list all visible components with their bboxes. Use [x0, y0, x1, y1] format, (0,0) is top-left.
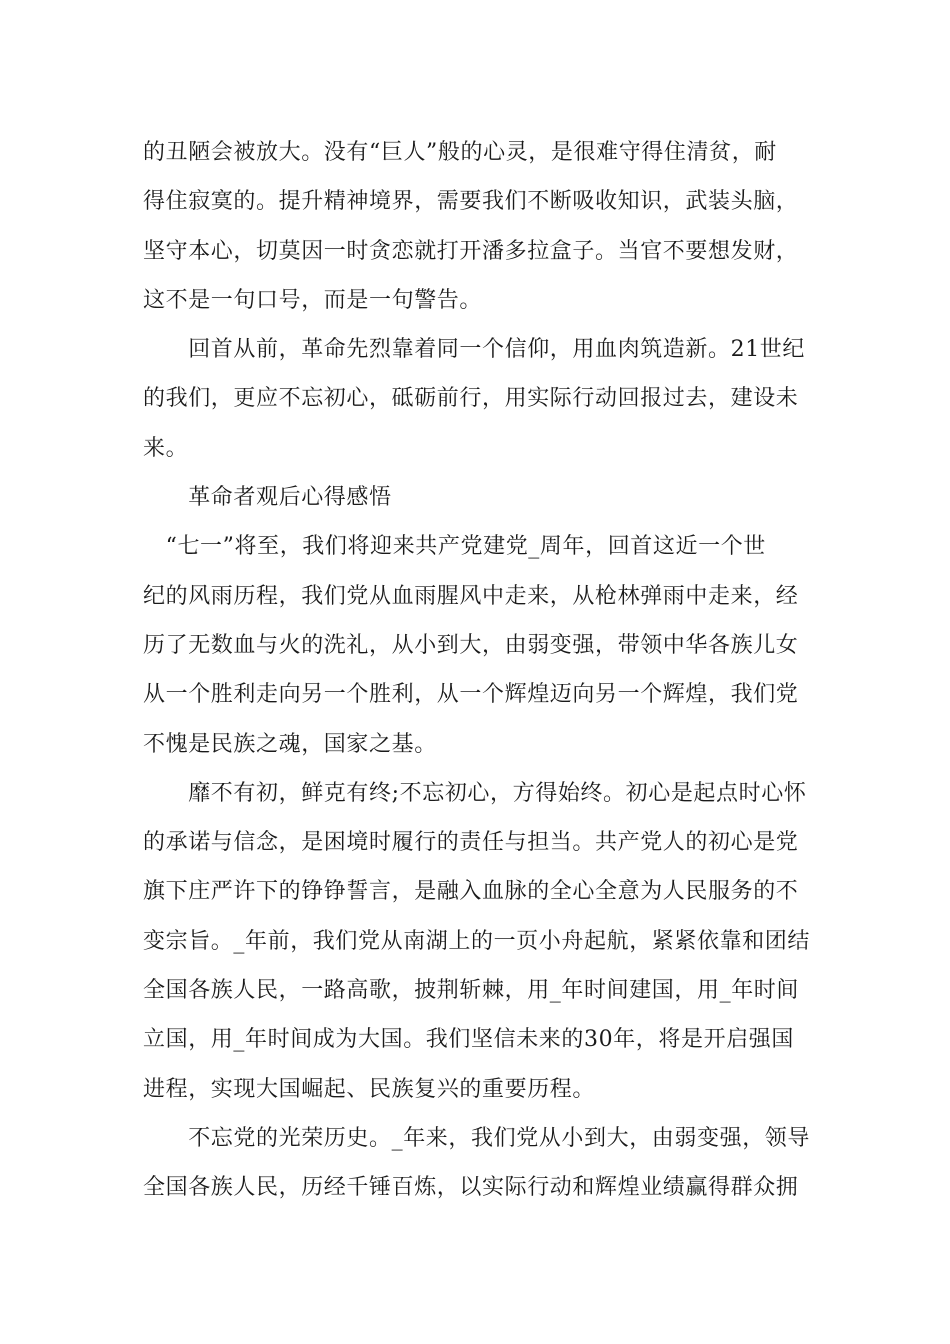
- text-line: 的丑陋会被放大。没有“巨人”般的心灵，是很难守得住清贫，耐: [143, 140, 777, 165]
- text-line: 从一个胜利走向另一个胜利，从一个辉煌迈向另一个辉煌，我们党: [143, 682, 799, 708]
- text-line: 不愧是民族之魂，国家之基。: [143, 731, 437, 757]
- text-line: 历了无数血与火的洗礼，从小到大，由弱变强，带领中华各族儿女: [143, 632, 799, 658]
- text-line: 的承诺与信念，是困境时履行的责任与担当。共产党人的初心是党: [143, 830, 799, 856]
- text-line: 靡不有初，鲜克有终;不忘初心，方得始终。初心是起点时心怀: [143, 780, 807, 806]
- text-line: 旗下庄严许下的铮铮誓言，是融入血脉的全心全意为人民服务的不: [143, 879, 799, 905]
- text-line: “七一”将至，我们将迎来共产党建党_周年，回首这近一个世: [143, 534, 766, 560]
- section-heading: [143, 473, 807, 522]
- text-line: 这不是一句口号，而是一句警告。: [143, 287, 483, 313]
- text-line: 全国各族人民，历经千锤百炼，以实际行动和辉煌业绩赢得群众拥: [143, 1175, 799, 1201]
- paragraph-4: [143, 769, 811, 1114]
- text-line: 变宗旨。_年前，我们党从南湖上的一页小舟起航，紧紧依靠和团结: [143, 928, 811, 954]
- text-line: 立国，用_年时间成为大国。我们坚信未来的30年，将是开启强国: [143, 1027, 794, 1053]
- paragraph-1: [143, 128, 807, 325]
- text-line: 坚守本心，切莫因一时贪恋就打开潘多拉盒子。当官不要想发财，: [143, 238, 799, 264]
- heading-line: 革命者观后心得感悟: [143, 485, 392, 511]
- paragraph-2: [143, 325, 807, 473]
- text-line: 的我们，更应不忘初心，砥砺前行，用实际行动回报过去，建设未: [143, 386, 799, 412]
- text-line: 得住寂寞的。提升精神境界，需要我们不断吸收知识，武装头脑，: [143, 189, 799, 215]
- text-line: 全国各族人民，一路高歌，披荆斩棘，用_年时间建国，用_年时间: [143, 978, 800, 1004]
- document-page: [143, 128, 811, 1213]
- text-line: 不忘党的光荣历史。_年来，我们党从小到大，由弱变强，领导: [143, 1125, 811, 1151]
- text-line: 纪的风雨历程，我们党从血雨腥风中走来，从枪林弹雨中走来，经: [143, 583, 799, 609]
- paragraph-5: [143, 1114, 811, 1213]
- text-line: 来。: [143, 435, 189, 461]
- text-line: 回首从前，革命先烈靠着同一个信仰，用血肉筑造新。21世纪: [143, 337, 805, 363]
- text-line: 进程，实现大国崛起、民族复兴的重要历程。: [143, 1076, 596, 1102]
- paragraph-3: [143, 522, 807, 768]
